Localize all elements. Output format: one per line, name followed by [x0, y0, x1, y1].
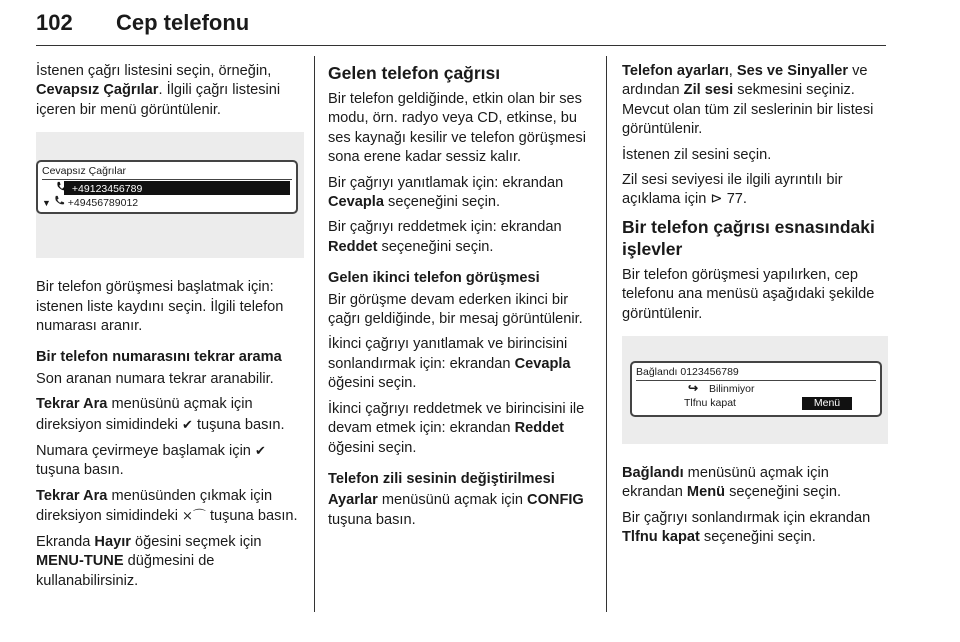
menu-option[interactable]: Menü	[802, 397, 852, 410]
header-divider	[36, 45, 886, 46]
paragraph: Bağlandı menüsünü açmak için ekrandan Menü seçeneğini seçin.	[622, 465, 842, 501]
page-header	[36, 4, 886, 44]
paragraph: Ekranda Hayır öğesini seçmek için MENU-TUNE düğmesini de kullanabilirsiniz.	[36, 533, 262, 589]
page-reference: ⊳ 77.	[710, 191, 747, 208]
column-2	[328, 62, 596, 536]
screen-divider	[42, 179, 292, 180]
call-forward-icon: ↪	[688, 381, 699, 396]
paragraph: Zil sesi seviyesi ile ilgili ayrıntılı bir açıklama için ⊳ 77.	[622, 172, 843, 208]
phone-icon	[56, 181, 67, 192]
section-heading: Telefon zili sesinin değiştirilmesi	[328, 470, 555, 487]
paragraph: İstenen zil sesini seçin.	[622, 146, 772, 163]
screen-title: Cevapsız Çağrılar	[42, 165, 127, 178]
paragraph: Bir telefon görüşmesi başlatmak için: istenen liste kaydını seçin. İlgili telefon numarası aranır.	[36, 279, 284, 335]
phone-icon	[54, 195, 65, 206]
column-divider	[606, 56, 607, 612]
arrow-down-icon: ▼	[42, 198, 51, 209]
display-frame	[36, 160, 298, 214]
paragraph: Telefon ayarları, Ses ve Sinyaller ve ardından Zil sesi sekmesini seçiniz. Mevcut olan tüm zil seslerinin bir listesi görüntülenir.	[622, 63, 874, 138]
list-item[interactable]: ▼ +49456789012	[42, 197, 139, 210]
missed-calls-screen	[36, 132, 304, 258]
screen-divider	[636, 380, 876, 381]
section-heading: Bir telefon numarasını tekrar arama	[36, 349, 282, 366]
column-3	[622, 62, 888, 554]
list-item[interactable]: +49123456789	[56, 181, 142, 196]
page-number: 102	[36, 10, 73, 35]
caller-row	[688, 382, 755, 396]
call-key-icon: ✔	[254, 443, 266, 459]
paragraph: İstenen çağrı listesini seçin, örneğin, Cevapsız Çağrılar. İlgili çağrı listesini içeren bir menü görüntülenir.	[36, 63, 281, 118]
section-heading: Gelen ikinci telefon görüşmesi	[328, 270, 540, 287]
section-heading: Gelen telefon çağrısı	[328, 63, 501, 83]
paragraph: Tekrar Ara menüsünden çıkmak için direksiyon simidindeki ⨯⌒ tuşuna basın.	[36, 487, 298, 525]
paragraph: Numara çevirmeye başlamak için ✔ tuşuna basın.	[36, 443, 266, 479]
paragraph: İkinci çağrıyı reddetmek ve birincisini ile devam etmek için: ekrandan Reddet öğesini seçin.	[328, 400, 585, 456]
paragraph: Ayarlar menüsünü açmak için CONFIG tuşuna basın.	[328, 492, 584, 528]
page-title: Cep telefonu	[116, 10, 250, 35]
paragraph: Bir telefon geldiğinde, etkin olan bir ses modu, örn. radyo veya CD, etkinse, bu ses kaynağı kesilir ve telefon görüşmesi sona erene kadar sessiz kalır.	[328, 91, 586, 166]
paragraph: Son aranan numara tekrar aranabilir.	[36, 370, 274, 387]
display-frame	[630, 361, 882, 417]
paragraph: Bir çağrıyı reddetmek için: ekrandan Reddet seçeneğini seçin.	[328, 219, 562, 255]
call-key-icon: ✔	[182, 416, 193, 432]
paragraph: Bir çağrıyı sonlandırmak için ekrandan Tlfnu kapat seçeneğini seçin.	[622, 509, 871, 546]
screen-title: Bağlandı 0123456789	[636, 366, 739, 379]
caller-name: Bilinmiyor	[708, 383, 755, 396]
paragraph: Bir görüşme devam ederken ikinci bir çağrı geldiğinde, bir mesaj görüntülenir.	[328, 291, 583, 328]
paragraph: Tekrar Ara menüsünü açmak için direksiyon simidindeki ✔ tuşuna basın.	[36, 396, 285, 433]
paragraph: Bir çağrıyı yanıtlamak için: ekrandan Cevapla seçeneğini seçin.	[328, 174, 564, 211]
hang-up-option[interactable]: Tlfnu kapat	[684, 397, 736, 410]
column-1	[36, 62, 304, 597]
paragraph: İkinci çağrıyı yanıtlamak ve birincisini sonlandırmak için: ekrandan Cevapla öğesini seçin.	[328, 336, 571, 392]
column-divider	[314, 56, 315, 612]
section-heading: Bir telefon çağrısı esnasındaki işlevler	[622, 216, 875, 259]
paragraph: Bir telefon görüşmesi yapılırken, cep telefonu ana menüsü aşağıdaki şekilde görüntülenir.	[622, 266, 875, 322]
mute-hangup-icon: ⨯⌒	[182, 508, 206, 524]
connected-call-screen	[622, 336, 888, 444]
